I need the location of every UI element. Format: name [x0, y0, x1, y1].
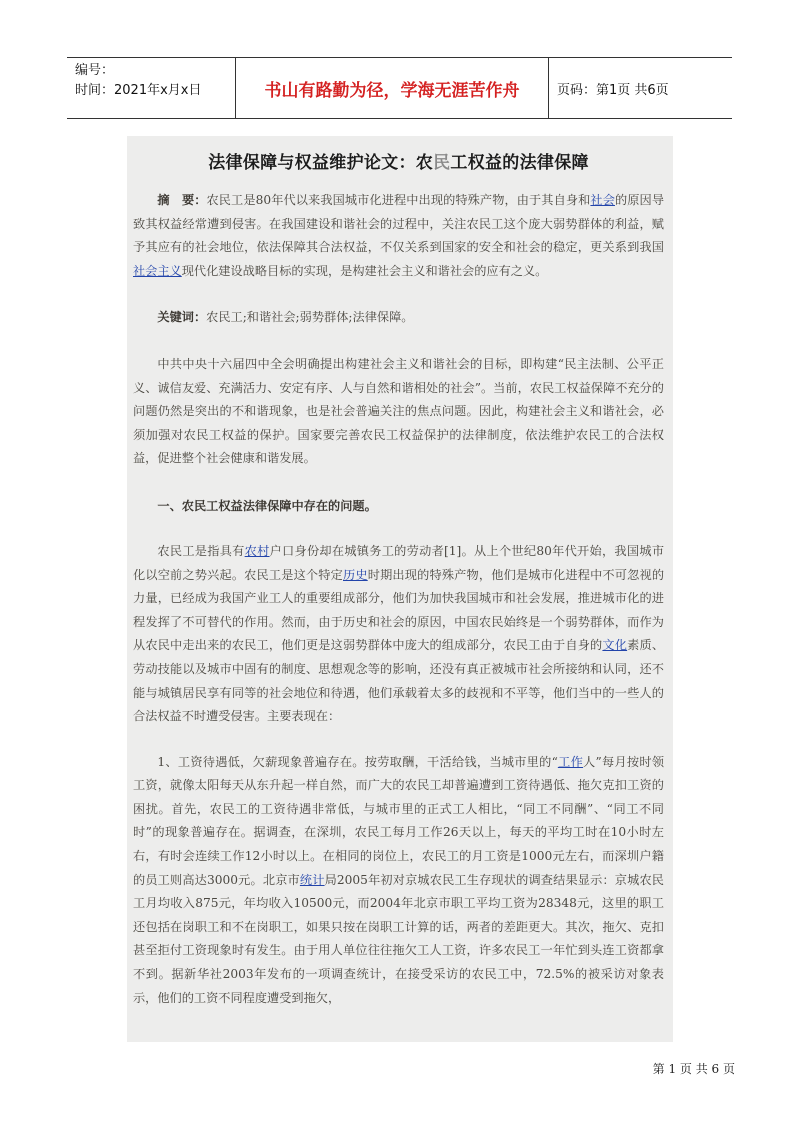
abstract-paragraph: 摘 要：农民工是80年代以来我国城市化进程中出现的特殊产物，由于其自身和社会的原因导致其权益经常遭到侵害。在我国建设和谐社会的过程中，关注农民工这个庞大弱势群体的利益，赋予其应有的社会地位，依法保障其合法权益，不仅关系到国家的安全和社会的稳定，更关系到我国社会主义现代化建设战略目标的实现，是构建社会主义和谐社会的应有之义。	[133, 193, 665, 278]
header-meta-cell	[67, 58, 235, 118]
keywords-label: 关键词：	[157, 310, 207, 325]
paragraph-definition: 农民工是指具有农村户口身份却在城镇务工的劳动者[1]。从上个世纪80年代开始，我国城市化以空前之势兴起。农民工是这个特定历史时期出现的特殊产物，他们是城市化进程中不可忽视的力量，已经成为我国产业工人的重要组成部分，他们为加快我国城市和社会发展，推进城市化的进程发挥了不可替代的作用。然而，由于历史和社会的原因，中国农民始终是一个弱势群体，而作为从农民中走出来的农民工，他们更是这弱势群体中庞大的组成部分，农民工由于自身的文化素质、劳动技能以及城市中固有的制度、思想观念等的影响，还没有真正被城市社会所接纳和认同，还不能与城镇居民享有同等的社会地位和待遇，他们承载着太多的歧视和不平等，他们当中的一些人的合法权益不时遭受侵害。主要表现在：	[133, 543, 665, 724]
header-table	[67, 57, 732, 119]
link-history[interactable]: 历史	[343, 567, 368, 582]
link-statistics[interactable]: 统计	[299, 872, 325, 887]
section-heading: 一、农民工权益法律保障中存在的问题。	[157, 498, 377, 513]
link-socialism[interactable]: 社会主义	[133, 263, 182, 278]
paragraph-wages: 1、工资待遇低，欠薪现象普遍存在。按劳取酬，干活给钱，当城市里的“工作人”每月按时领工资，就像太阳每天从东升起一样自然，而广大的农民工却普遍遭到工资待遇低、拖欠克扣工资的困扰。首先，农民工的工资待遇非常低，与城市里的正式工人相比，“同工不同酬”、“同工不同时”的现象普遍存在。据调查，在深圳，农民工每月工作26天以上，每天的平均工时在10小时左右，有时会连续工作12小时以上。在相同的岗位上，农民工的月工资是1000元左右，而深圳户籍的员工则高达3000元。北京市统计局2005年初对京城农民工生存现状的调查结果显示：京城农民工月均收入875元，年均收入10500元，而2004年北京市职工平均工资为28348元，这里的职工还包括在岗职工和不在岗职工，如果只按在岗职工计算的话，两者的差距更大。其次，拖欠、克扣甚至拒付工资现象时有发生。由于用人单位往往拖欠工人工资，许多农民工一年忙到头连工资都拿不到。据新华社2003年发布的一项调查统计，在接受采访的农民工中，72.5%的被采访对象表示，他们的工资不同程度遭受到拖欠，	[133, 754, 665, 1005]
page-footer: 第 1 页 共 6 页	[652, 1062, 735, 1076]
link-countryside[interactable]: 农村	[244, 543, 270, 558]
abstract-label: 摘 要：	[157, 193, 207, 207]
page-info: 页码：第1页 共6页	[557, 82, 669, 98]
motto: 书山有路勤为径，学海无涯苦作舟	[235, 58, 549, 118]
time-label: 时间：2021年x月x日	[75, 83, 202, 98]
article-title: 法律保障与权益维护论文：农民工权益的法律保障	[208, 153, 589, 173]
link-society[interactable]: 社会	[590, 193, 615, 207]
article-panel	[127, 136, 673, 1042]
intro-paragraph: 中共中央十六届四中全会明确提出构建社会主义和谐社会的目标，即构建“民主法制、公平正义、诚信友爱、充满活力、安定有序、人与自然和谐相处的社会”。当前，农民工权益保障不充分的问题仍然是突出的不和谐现象，也是社会普遍关注的焦点问题。因此，构建社会主义和谐社会，必须加强对农民工权益的保护。国家要完善农民工权益保护的法律制度，依法维护农民工的合法权益，促进整个社会健康和谐发展。	[133, 356, 664, 466]
link-work[interactable]: 工作	[557, 754, 584, 769]
keywords-paragraph: 关键词：农民工;和谐社会;弱势群体;法律保障。	[157, 310, 414, 325]
link-culture[interactable]: 文化	[602, 638, 628, 653]
serial-label: 编号：	[75, 63, 115, 78]
